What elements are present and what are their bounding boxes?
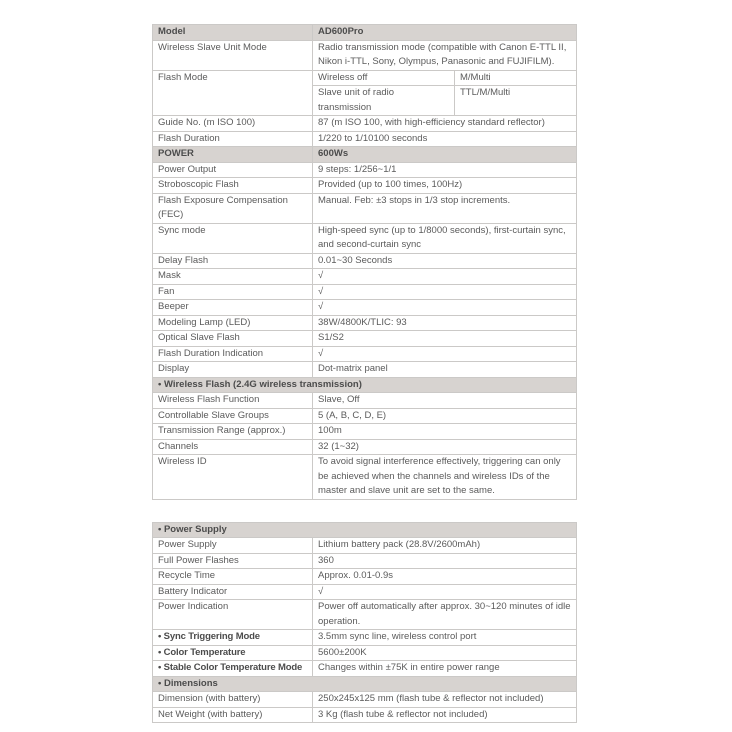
spec-label-cell: Model <box>153 25 313 41</box>
split-right-cell: TTL/M/Multi <box>455 86 577 116</box>
spec-label-cell: Channels <box>153 440 313 456</box>
spec-value-cell: Changes within ±75K in entire power range <box>313 661 577 677</box>
spec-label-cell: Wireless Flash Function <box>153 393 313 409</box>
spec-label-cell: Flash Duration Indication <box>153 347 313 363</box>
spec-label-cell: Delay Flash <box>153 254 313 270</box>
table-row <box>153 630 577 646</box>
table-row <box>153 71 577 117</box>
spec-value-cell: High-speed sync (up to 1/8000 seconds), first-curtain sync, and second-curtain sync <box>313 224 577 254</box>
spec-value-cell: AD600Pro <box>313 25 577 41</box>
spec-value-cell: 9 steps: 1/256~1/1 <box>313 163 577 179</box>
spec-value-cell: 250x245x125 mm (flash tube & reflector not included) <box>313 692 577 708</box>
table-row <box>153 316 577 332</box>
spec-bold-label-cell: • Stable Color Temperature Mode <box>153 661 313 677</box>
table-row <box>153 362 577 378</box>
spec-label-cell: Battery Indicator <box>153 585 313 601</box>
split-right-cell: M/Multi <box>455 71 577 87</box>
table-row <box>153 569 577 585</box>
table-row <box>153 331 577 347</box>
spec-value-cell: 1/220 to 1/10100 seconds <box>313 132 577 148</box>
spec-label-cell: POWER <box>153 147 313 163</box>
table-row <box>153 523 577 539</box>
split-sub-row <box>313 71 577 87</box>
split-sub-row <box>313 86 577 116</box>
spec-label-cell: Power Indication <box>153 600 313 630</box>
spec-label-cell: Stroboscopic Flash <box>153 178 313 194</box>
table-row <box>153 440 577 456</box>
spec-label-cell: Sync mode <box>153 224 313 254</box>
spec-value-cell: 3 Kg (flash tube & reflector not included) <box>313 708 577 724</box>
spec-label-cell: Transmission Range (approx.) <box>153 424 313 440</box>
spec-label-cell: Flash Exposure Compensation (FEC) <box>153 194 313 224</box>
spec-label-cell: Recycle Time <box>153 569 313 585</box>
spec-label-cell: Power Supply <box>153 538 313 554</box>
spec-value-cell: 600Ws <box>313 147 577 163</box>
table-row <box>153 538 577 554</box>
table-row <box>153 224 577 254</box>
spec-value-cell: 360 <box>313 554 577 570</box>
table-row <box>153 409 577 425</box>
spec-label-cell: Dimension (with battery) <box>153 692 313 708</box>
table-row <box>153 147 577 163</box>
table-row <box>153 424 577 440</box>
spec-value-cell: √ <box>313 269 577 285</box>
table-row <box>153 661 577 677</box>
spec-table-power-supply <box>152 522 577 724</box>
spec-bold-label-cell: • Color Temperature <box>153 646 313 662</box>
table-row <box>153 194 577 224</box>
table-row <box>153 41 577 71</box>
table-row <box>153 116 577 132</box>
spec-label-cell: Modeling Lamp (LED) <box>153 316 313 332</box>
spec-tables-container <box>152 24 576 723</box>
spec-value-cell: 0.01~30 Seconds <box>313 254 577 270</box>
spec-value-cell: √ <box>313 347 577 363</box>
spec-value-cell: 3.5mm sync line, wireless control port <box>313 630 577 646</box>
table-row <box>153 163 577 179</box>
spec-label-cell: Net Weight (with battery) <box>153 708 313 724</box>
spec-value-cell: Dot-matrix panel <box>313 362 577 378</box>
spec-value-cell: √ <box>313 285 577 301</box>
spec-label-cell: Power Output <box>153 163 313 179</box>
spec-bold-label-cell: • Sync Triggering Mode <box>153 630 313 646</box>
spec-value-cell: 5 (A, B, C, D, E) <box>313 409 577 425</box>
table-row <box>153 646 577 662</box>
spec-label-cell: Full Power Flashes <box>153 554 313 570</box>
spec-value-cell: Radio transmission mode (compatible with Canon E-TTL II, Nikon i-TTL, Sony, Olympus, Panasonic and FUJIFILM). <box>313 41 577 71</box>
spec-value-cell: Lithium battery pack (28.8V/2600mAh) <box>313 538 577 554</box>
spec-value-cell: Manual. Feb: ±3 stops in 1/3 stop increments. <box>313 194 577 224</box>
table-row <box>153 585 577 601</box>
spec-value-cell: Slave, Off <box>313 393 577 409</box>
spec-label-cell: Beeper <box>153 300 313 316</box>
spec-label-cell: Display <box>153 362 313 378</box>
spec-label-cell: Fan <box>153 285 313 301</box>
table-row <box>153 677 577 693</box>
spec-label-cell: Wireless ID <box>153 455 313 500</box>
table-row <box>153 554 577 570</box>
spec-value-cell: Provided (up to 100 times, 100Hz) <box>313 178 577 194</box>
spec-value-cell: S1/S2 <box>313 331 577 347</box>
table-row <box>153 269 577 285</box>
section-header-cell: • Dimensions <box>153 677 577 693</box>
spec-label-cell: Controllable Slave Groups <box>153 409 313 425</box>
spec-value-cell: 87 (m ISO 100, with high-efficiency standard reflector) <box>313 116 577 132</box>
spec-value-cell: 38W/4800K/TLIC: 93 <box>313 316 577 332</box>
spec-label-cell: Flash Mode <box>153 71 313 117</box>
table-row <box>153 25 577 41</box>
table-row <box>153 692 577 708</box>
spec-value-cell: 100m <box>313 424 577 440</box>
table-row <box>153 285 577 301</box>
split-value-column <box>313 71 577 117</box>
spec-table-main <box>152 24 577 500</box>
section-header-cell: • Power Supply <box>153 523 577 539</box>
table-row <box>153 132 577 148</box>
spec-label-cell: Guide No. (m ISO 100) <box>153 116 313 132</box>
spec-value-cell: 32 (1~32) <box>313 440 577 456</box>
table-row <box>153 300 577 316</box>
table-row <box>153 393 577 409</box>
spec-value-cell: √ <box>313 585 577 601</box>
spec-label-cell: Mask <box>153 269 313 285</box>
spec-value-cell: Power off automatically after approx. 30~120 minutes of idle operation. <box>313 600 577 630</box>
table-row <box>153 378 577 394</box>
table-row <box>153 708 577 724</box>
spec-label-cell: Optical Slave Flash <box>153 331 313 347</box>
table-row <box>153 600 577 630</box>
spec-value-cell: To avoid signal interference effectively, triggering can only be achieved when the channels and wireless IDs of the master and slave unit are set to the same. <box>313 455 577 500</box>
table-row <box>153 347 577 363</box>
split-left-cell: Slave unit of radio transmission <box>313 86 455 116</box>
split-left-cell: Wireless off <box>313 71 455 87</box>
spec-value-cell: √ <box>313 300 577 316</box>
table-row <box>153 178 577 194</box>
spec-label-cell: Flash Duration <box>153 132 313 148</box>
table-row <box>153 254 577 270</box>
table-row <box>153 455 577 500</box>
spec-value-cell: 5600±200K <box>313 646 577 662</box>
spec-value-cell: Approx. 0.01-0.9s <box>313 569 577 585</box>
section-header-cell: • Wireless Flash (2.4G wireless transmission) <box>153 378 577 394</box>
spec-label-cell: Wireless Slave Unit Mode <box>153 41 313 71</box>
